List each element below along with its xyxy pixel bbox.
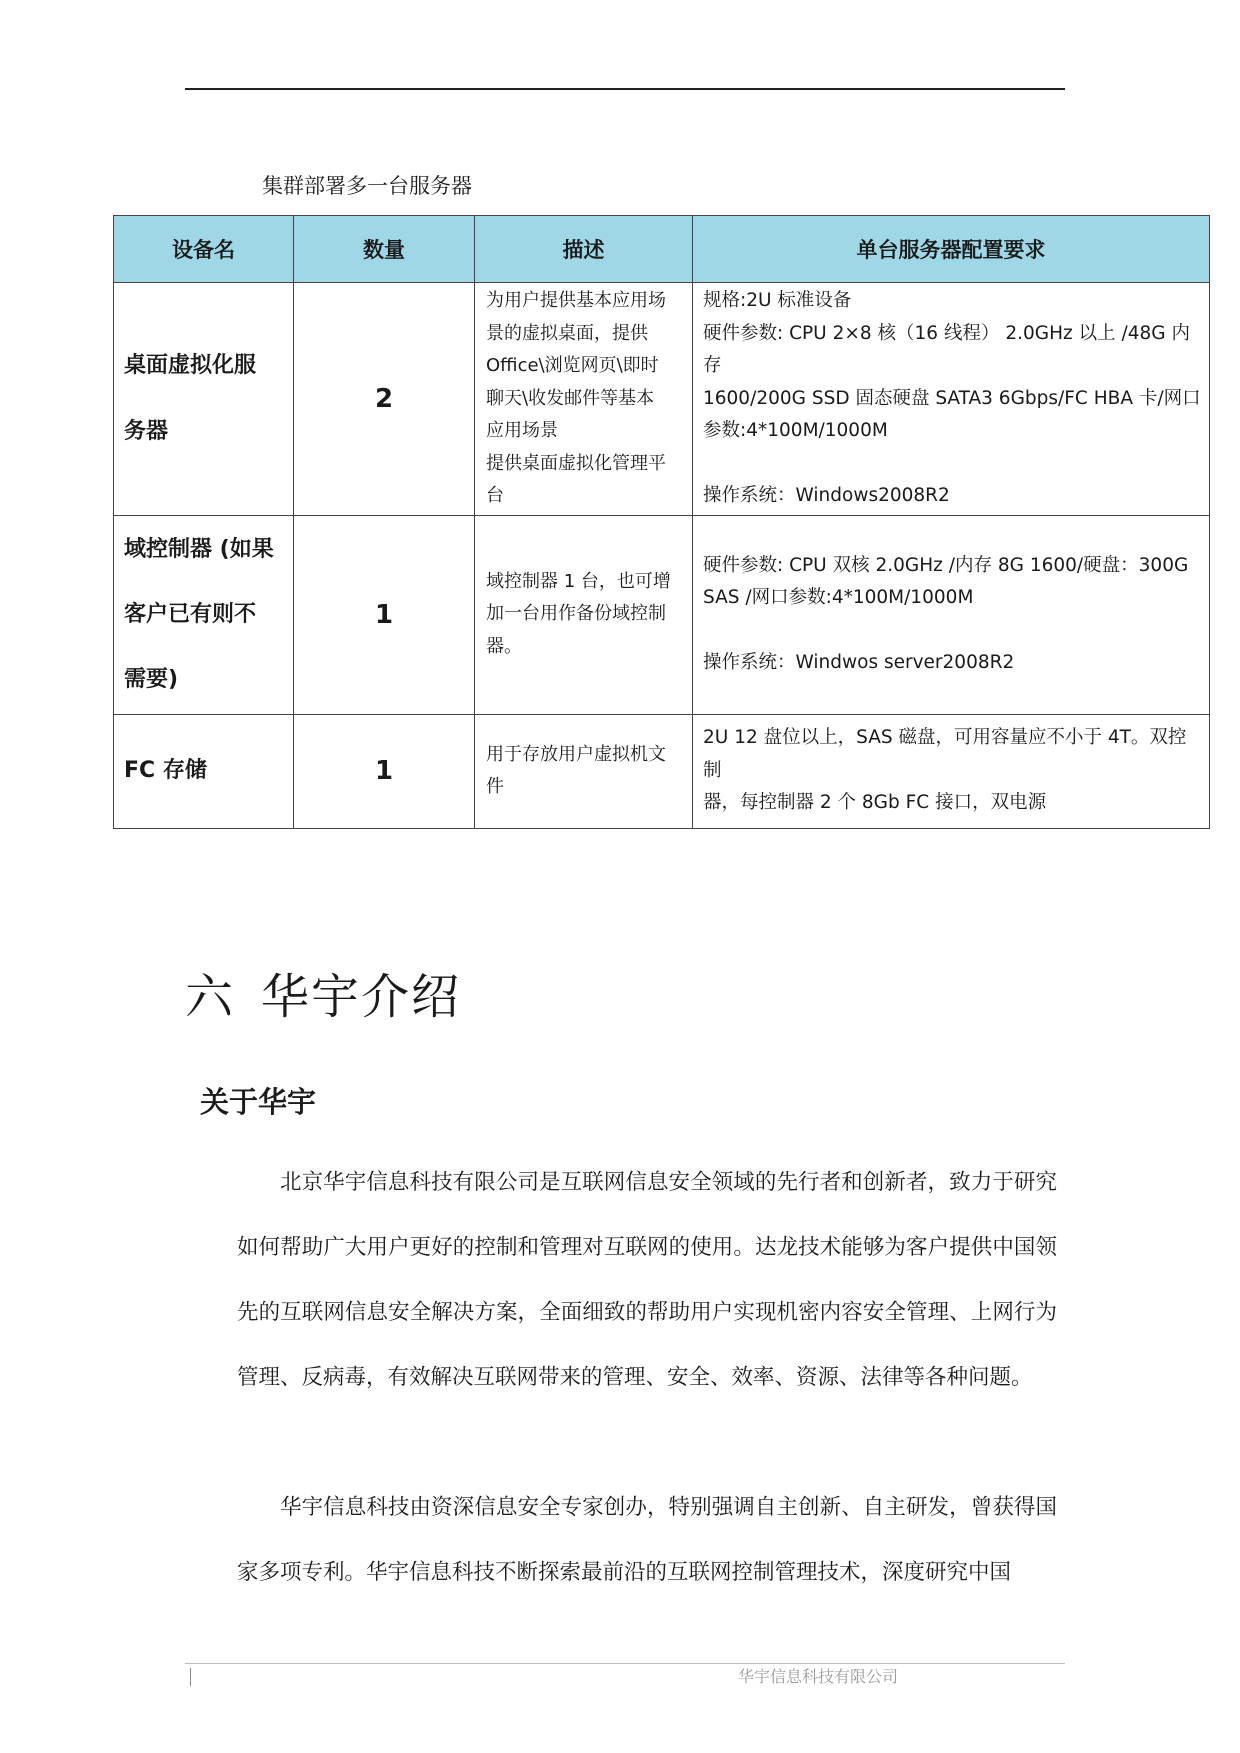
device-name-line: 域控制器 (如果 (124, 537, 274, 562)
config-line: 操作系统：Windwos server2008R2 (703, 651, 1015, 673)
config-line: 2U 12 盘位以上，SAS 磁盘，可用容量应不小于 4T。双控制 (703, 727, 1187, 781)
description-cell (475, 714, 693, 828)
quantity-cell: 1 (294, 714, 475, 828)
config-cell (693, 283, 1210, 516)
config-cell (693, 714, 1210, 828)
description-line: 台 (486, 485, 504, 506)
device-name-line: FC 存储 (124, 758, 207, 783)
section-heading (185, 958, 461, 1027)
description-line: 用于存放用户虚拟机文 (486, 743, 666, 765)
config-line: SAS /网口参数:4*100M/1000M (703, 587, 974, 609)
body-paragraph: 华宇信息科技由资深信息安全专家创办，特别强调自主创新、自主研发，曾获得国家多项专利。华宇信息科技不断探索最前沿的互联网控制管理技术，深度研究中国 (237, 1495, 1057, 1585)
header-description: 描述 (475, 216, 693, 283)
quantity-cell: 1 (294, 515, 475, 714)
config-spacer (703, 448, 1201, 480)
header-quantity: 数量 (294, 216, 475, 283)
device-name-line: 务器 (124, 418, 169, 444)
quantity-cell: 2 (294, 283, 475, 516)
description-line: 件 (486, 776, 504, 797)
config-line: 规格:2U 标准设备 (703, 290, 852, 312)
config-cell (693, 515, 1210, 714)
config-line: 1600/200G SSD 固态硬盘 SATA3 6Gbps/FC HBA 卡/网口 (703, 387, 1201, 409)
description-line: Office\浏览网页\即时 (486, 355, 659, 376)
description-line: 提供桌面虚拟化管理平 (486, 452, 666, 474)
description-cell (475, 515, 693, 714)
header-device-name: 设备名 (114, 216, 294, 283)
subsection-heading: 关于华宇 (200, 1085, 317, 1119)
device-name-cell (114, 515, 294, 714)
device-name-cell (114, 283, 294, 516)
description-line: 加一台用作备份域控制 (486, 603, 666, 625)
footer-rule (185, 1663, 1065, 1664)
body-paragraph: 北京华宇信息科技有限公司是互联网信息安全领域的先行者和创新者，致力于研究如何帮助广大用户更好的控制和管理对互联网的使用。达龙技术能够为客户提供中国领先的互联网信息安全解决方案，全面细致的帮助用户实现机密内容安全管理、上网行为管理、反病毒，有效解决互联网带来的管理、安全、效率、资源、法律等各种问题。 (237, 1170, 1057, 1390)
config-line: 操作系统：Windows2008R2 (703, 484, 950, 506)
section-number: 六 (185, 969, 236, 1025)
config-line: 硬件参数: CPU 双核 2.0GHz /内存 8G 1600/硬盘：300G (703, 554, 1189, 576)
device-name-line: 客户已有则不 (124, 602, 257, 627)
config-spacer (703, 615, 1201, 647)
description-line: 景的虚拟桌面，提供 (486, 322, 648, 344)
device-name-cell (114, 714, 294, 828)
footer-page-marker (190, 1668, 191, 1686)
config-line: 器，每控制器 2 个 8Gb FC 接口，双电源 (703, 792, 1047, 814)
config-line: 参数:4*100M/1000M (703, 420, 888, 442)
description-cell (475, 283, 693, 516)
device-name-line: 需要) (124, 667, 179, 692)
config-line: 硬件参数: CPU 2×8 核（16 线程） 2.0GHz 以上 /48G 内存 (703, 322, 1190, 377)
server-spec-table (113, 215, 1210, 829)
header-rule (185, 88, 1065, 90)
footer-company: 华宇信息科技有限公司 (738, 1667, 899, 1686)
intro-text: 集群部署多一台服务器 (262, 174, 472, 198)
table-row (114, 714, 1210, 828)
description-line: 应用场景 (486, 420, 558, 441)
description-line: 域控制器 1 台，也可增 (486, 570, 671, 592)
header-config: 单台服务器配置要求 (693, 216, 1210, 283)
table-header-row (114, 216, 1210, 283)
section-title: 华宇介绍 (261, 969, 462, 1025)
table-row (114, 515, 1210, 714)
description-line: 器。 (486, 635, 522, 657)
table-row (114, 283, 1210, 516)
device-name-line: 桌面虚拟化服 (124, 352, 257, 378)
description-line: 聊天\收发邮件等基本 (486, 387, 655, 409)
description-line: 为用户提供基本应用场 (486, 290, 666, 311)
